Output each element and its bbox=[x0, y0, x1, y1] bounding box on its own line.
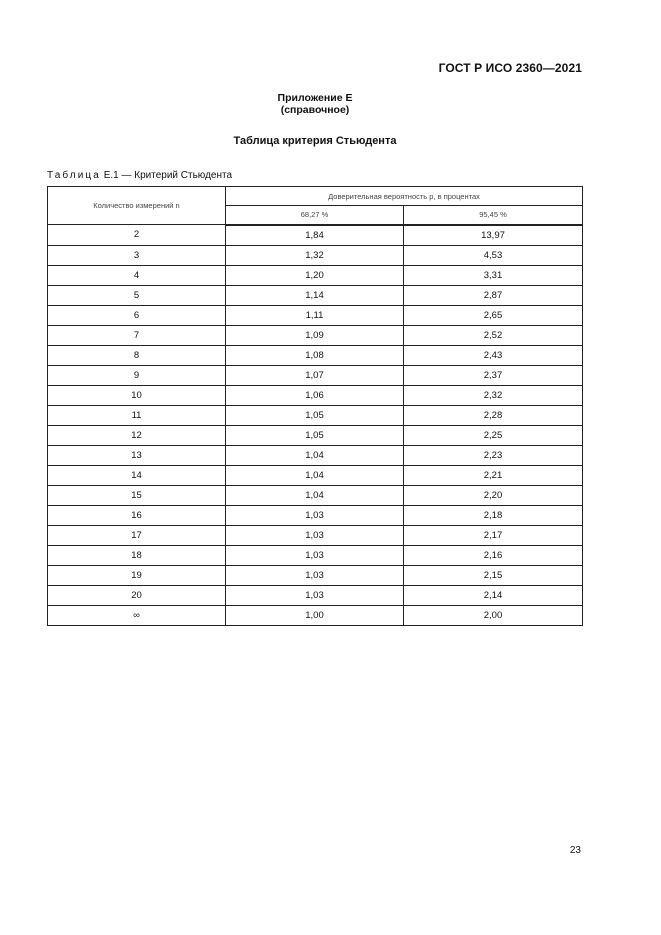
cell-p95: 2,43 bbox=[404, 345, 583, 365]
table-row bbox=[48, 325, 583, 345]
table-row bbox=[48, 445, 583, 465]
cell-p95: 13,97 bbox=[404, 225, 583, 246]
cell-p68: 1,03 bbox=[226, 525, 404, 545]
cell-n: 10 bbox=[48, 385, 226, 405]
cell-p68: 1,05 bbox=[226, 405, 404, 425]
cell-n: 2 bbox=[48, 225, 226, 246]
cell-p68: 1,14 bbox=[226, 285, 404, 305]
cell-n: 12 bbox=[48, 425, 226, 445]
cell-p95: 2,17 bbox=[404, 525, 583, 545]
cell-p95: 2,21 bbox=[404, 465, 583, 485]
cell-p68: 1,11 bbox=[226, 305, 404, 325]
table-row bbox=[48, 525, 583, 545]
cell-p68: 1,32 bbox=[226, 245, 404, 265]
cell-n: 6 bbox=[48, 305, 226, 325]
table-row bbox=[48, 585, 583, 605]
cell-n: 15 bbox=[48, 485, 226, 505]
cell-n: 4 bbox=[48, 265, 226, 285]
cell-p68: 1,06 bbox=[226, 385, 404, 405]
table-row bbox=[48, 265, 583, 285]
table-row bbox=[48, 485, 583, 505]
cell-p68: 1,09 bbox=[226, 325, 404, 345]
cell-p95: 4,53 bbox=[404, 245, 583, 265]
cell-n: 18 bbox=[48, 545, 226, 565]
col-header-confidence: Доверительная вероятность p, в процентах bbox=[226, 187, 583, 206]
table-row bbox=[48, 425, 583, 445]
cell-n: 16 bbox=[48, 505, 226, 525]
cell-n: 17 bbox=[48, 525, 226, 545]
cell-p95: 2,23 bbox=[404, 445, 583, 465]
cell-p95: 2,14 bbox=[404, 585, 583, 605]
annex-subtitle: (справочное) bbox=[280, 104, 350, 116]
cell-p68: 1,20 bbox=[226, 265, 404, 285]
cell-p68: 1,04 bbox=[226, 445, 404, 465]
cell-p95: 3,31 bbox=[404, 265, 583, 285]
table-row bbox=[48, 405, 583, 425]
cell-p68: 1,03 bbox=[226, 585, 404, 605]
cell-p95: 2,65 bbox=[404, 305, 583, 325]
col-header-measurements: Количество измерений n bbox=[48, 187, 226, 225]
table-caption-prefix: Таблица bbox=[47, 170, 101, 181]
table-row bbox=[48, 605, 583, 625]
cell-p68: 1,04 bbox=[226, 485, 404, 505]
table-row bbox=[48, 545, 583, 565]
cell-n: 14 bbox=[48, 465, 226, 485]
cell-p95: 2,87 bbox=[404, 285, 583, 305]
cell-p95: 2,25 bbox=[404, 425, 583, 445]
col-header-95: 95,45 % bbox=[404, 206, 583, 225]
document-code: ГОСТ Р ИСО 2360—2021 bbox=[438, 61, 582, 75]
cell-p95: 2,20 bbox=[404, 485, 583, 505]
cell-n: 7 bbox=[48, 325, 226, 345]
cell-n: 19 bbox=[48, 565, 226, 585]
cell-n: ∞ bbox=[48, 605, 226, 625]
cell-n: 13 bbox=[48, 445, 226, 465]
cell-p95: 2,16 bbox=[404, 545, 583, 565]
table-row bbox=[48, 465, 583, 485]
cell-n: 5 bbox=[48, 285, 226, 305]
table-row bbox=[48, 365, 583, 385]
cell-p95: 2,00 bbox=[404, 605, 583, 625]
table-caption-text: Е.1 — Критерий Стьюдента bbox=[100, 170, 233, 181]
cell-p68: 1,84 bbox=[226, 225, 404, 246]
table-row bbox=[48, 385, 583, 405]
cell-p68: 1,03 bbox=[226, 545, 404, 565]
cell-p68: 1,05 bbox=[226, 425, 404, 445]
table-row bbox=[48, 225, 583, 246]
cell-p68: 1,03 bbox=[226, 565, 404, 585]
table-row bbox=[48, 305, 583, 325]
cell-p68: 1,08 bbox=[226, 345, 404, 365]
table-row bbox=[48, 565, 583, 585]
cell-n: 11 bbox=[48, 405, 226, 425]
cell-p95: 2,18 bbox=[404, 505, 583, 525]
student-criterion-table bbox=[47, 186, 583, 626]
cell-p68: 1,00 bbox=[226, 605, 404, 625]
annex-title: Приложение Е bbox=[277, 92, 353, 104]
cell-p95: 2,52 bbox=[404, 325, 583, 345]
cell-p68: 1,03 bbox=[226, 505, 404, 525]
table-row bbox=[48, 345, 583, 365]
table-row bbox=[48, 245, 583, 265]
cell-p68: 1,07 bbox=[226, 365, 404, 385]
table-caption bbox=[47, 170, 232, 181]
cell-n: 9 bbox=[48, 365, 226, 385]
cell-p95: 2,15 bbox=[404, 565, 583, 585]
cell-p95: 2,28 bbox=[404, 405, 583, 425]
page-number: 23 bbox=[569, 845, 581, 856]
table-body bbox=[48, 225, 583, 626]
cell-p68: 1,04 bbox=[226, 465, 404, 485]
table-row bbox=[48, 505, 583, 525]
cell-p95: 2,37 bbox=[404, 365, 583, 385]
cell-p95: 2,32 bbox=[404, 385, 583, 405]
table-heading: Таблица критерия Стьюдента bbox=[233, 135, 397, 147]
col-header-68: 68,27 % bbox=[226, 206, 404, 225]
cell-n: 8 bbox=[48, 345, 226, 365]
table-row bbox=[48, 285, 583, 305]
cell-n: 3 bbox=[48, 245, 226, 265]
cell-n: 20 bbox=[48, 585, 226, 605]
